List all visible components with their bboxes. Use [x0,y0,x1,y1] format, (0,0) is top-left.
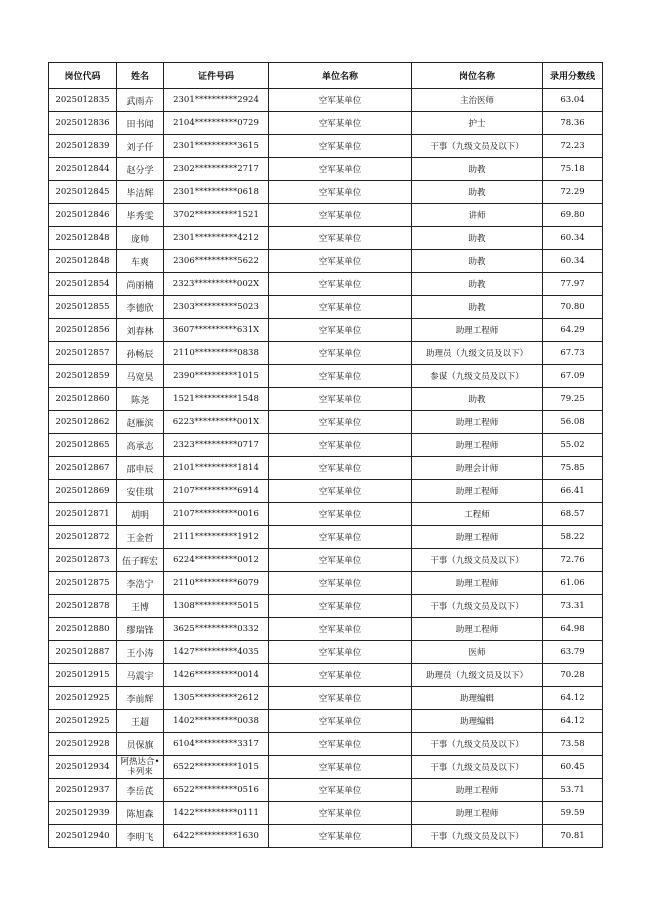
name-cell: 王小涛 [117,641,164,664]
name-cell: 李岳芪 [117,779,164,802]
table-row [49,503,603,526]
name-cell: 马宽昊 [117,365,164,388]
id-number-cell: 1402**********0038 [164,710,269,733]
post-name-cell: 助教 [412,250,543,273]
unit-name-cell: 空军某单位 [269,388,412,411]
post-name-cell: 助理工程师 [412,779,543,802]
post-code-cell: 2025012839 [49,135,117,158]
cutoff-score-cell: 66.41 [543,480,603,503]
unit-name-cell: 空军某单位 [269,319,412,342]
cutoff-score-cell: 78.36 [543,112,603,135]
table-row [49,319,603,342]
post-name-cell: 助理编辑 [412,710,543,733]
name-cell: 李浩宁 [117,572,164,595]
table-row [49,687,603,710]
post-code-cell: 2025012925 [49,687,117,710]
cutoff-score-cell: 68.57 [543,503,603,526]
unit-name-cell: 空军某单位 [269,227,412,250]
cutoff-score-cell: 64.29 [543,319,603,342]
header-cutoff-score: 录用分数线 [543,63,603,89]
id-number-cell: 1427**********4035 [164,641,269,664]
table-body [49,89,603,848]
cutoff-score-cell: 70.80 [543,296,603,319]
post-name-cell: 助理工程师 [412,411,543,434]
cutoff-score-cell: 64.12 [543,710,603,733]
name-cell: 武雨卉 [117,89,164,112]
name-cell: 陈尧 [117,388,164,411]
table-row [49,89,603,112]
unit-name-cell: 空军某单位 [269,365,412,388]
table-row [49,825,603,848]
post-code-cell: 2025012835 [49,89,117,112]
id-number-cell: 1308**********5015 [164,595,269,618]
post-name-cell: 助理员（九级文员及以下） [412,664,543,687]
post-code-cell: 2025012871 [49,503,117,526]
id-number-cell: 2301**********4212 [164,227,269,250]
name-cell: 赵雁滨 [117,411,164,434]
cutoff-score-cell: 64.98 [543,618,603,641]
post-name-cell: 讲师 [412,204,543,227]
unit-name-cell: 空军某单位 [269,595,412,618]
post-name-cell: 医师 [412,641,543,664]
id-number-cell: 3625**********0332 [164,618,269,641]
table-row [49,434,603,457]
post-code-cell: 2025012848 [49,227,117,250]
table-row [49,135,603,158]
cutoff-score-cell: 72.23 [543,135,603,158]
name-cell: 邵申辰 [117,457,164,480]
post-name-cell: 助教 [412,158,543,181]
id-number-cell: 1305**********2612 [164,687,269,710]
cutoff-score-cell: 73.58 [543,733,603,756]
unit-name-cell: 空军某单位 [269,710,412,733]
id-number-cell: 2104**********0729 [164,112,269,135]
unit-name-cell: 空军某单位 [269,549,412,572]
cutoff-score-cell: 59.59 [543,802,603,825]
name-cell: 陈旭森 [117,802,164,825]
post-name-cell: 助理工程师 [412,618,543,641]
cutoff-score-cell: 75.85 [543,457,603,480]
table-row [49,572,603,595]
post-name-cell: 干事（九级文员及以下） [412,756,543,779]
table-row [49,595,603,618]
cutoff-score-cell: 70.81 [543,825,603,848]
id-number-cell: 2306**********5622 [164,250,269,273]
post-name-cell: 助理工程师 [412,480,543,503]
post-name-cell: 助教 [412,181,543,204]
name-cell: 王博 [117,595,164,618]
table-row [49,181,603,204]
id-number-cell: 6422**********1630 [164,825,269,848]
post-name-cell: 干事（九级文员及以下） [412,135,543,158]
name-cell: 伍子晖宏 [117,549,164,572]
cutoff-score-cell: 60.34 [543,250,603,273]
post-code-cell: 2025012848 [49,250,117,273]
unit-name-cell: 空军某单位 [269,181,412,204]
name-cell: 王超 [117,710,164,733]
post-name-cell: 助教 [412,227,543,250]
name-cell: 李德欣 [117,296,164,319]
post-name-cell: 助教 [412,273,543,296]
name-cell: 尚丽楠 [117,273,164,296]
post-code-cell: 2025012878 [49,595,117,618]
post-code-cell: 2025012915 [49,664,117,687]
header-unit-name: 单位名称 [269,63,412,89]
unit-name-cell: 空军某单位 [269,457,412,480]
post-code-cell: 2025012860 [49,388,117,411]
post-name-cell: 参谋（九级文员及以下） [412,365,543,388]
post-name-cell: 助理编辑 [412,687,543,710]
unit-name-cell: 空军某单位 [269,572,412,595]
post-name-cell: 干事（九级文员及以下） [412,595,543,618]
post-code-cell: 2025012857 [49,342,117,365]
name-cell: 胡明 [117,503,164,526]
table-row [49,457,603,480]
unit-name-cell: 空军某单位 [269,434,412,457]
unit-name-cell: 空军某单位 [269,779,412,802]
name-cell: 安佳琪 [117,480,164,503]
post-code-cell: 2025012934 [49,756,117,779]
post-code-cell: 2025012869 [49,480,117,503]
post-code-cell: 2025012887 [49,641,117,664]
post-code-cell: 2025012875 [49,572,117,595]
table-row [49,411,603,434]
id-number-cell: 2101**********1814 [164,457,269,480]
unit-name-cell: 空军某单位 [269,503,412,526]
id-number-cell: 2301**********2924 [164,89,269,112]
unit-name-cell: 空军某单位 [269,733,412,756]
id-number-cell: 2301**********3615 [164,135,269,158]
name-cell: 庞帅 [117,227,164,250]
table-row [49,802,603,825]
post-code-cell: 2025012928 [49,733,117,756]
table-row [49,227,603,250]
id-number-cell: 6104**********3317 [164,733,269,756]
id-number-cell: 1422**********0111 [164,802,269,825]
id-number-cell: 2303**********5023 [164,296,269,319]
post-code-cell: 2025012844 [49,158,117,181]
name-cell: 赵分学 [117,158,164,181]
id-number-cell: 2301**********0618 [164,181,269,204]
id-number-cell: 3702**********1521 [164,204,269,227]
header-name: 姓名 [117,63,164,89]
id-number-cell: 2110**********0838 [164,342,269,365]
post-code-cell: 2025012855 [49,296,117,319]
post-code-cell: 2025012937 [49,779,117,802]
name-cell: 田书闻 [117,112,164,135]
id-number-cell: 6522**********0516 [164,779,269,802]
id-number-cell: 2111**********1912 [164,526,269,549]
post-name-cell: 主治医师 [412,89,543,112]
cutoff-score-cell: 73.31 [543,595,603,618]
unit-name-cell: 空军某单位 [269,526,412,549]
unit-name-cell: 空军某单位 [269,296,412,319]
unit-name-cell: 空军某单位 [269,802,412,825]
name-cell: 员保旗 [117,733,164,756]
post-name-cell: 助理工程师 [412,526,543,549]
post-code-cell: 2025012873 [49,549,117,572]
unit-name-cell: 空军某单位 [269,480,412,503]
cutoff-score-cell: 69.80 [543,204,603,227]
post-code-cell: 2025012880 [49,618,117,641]
cutoff-score-cell: 67.73 [543,342,603,365]
table-row [49,158,603,181]
table-row [49,549,603,572]
id-number-cell: 6223**********001X [164,411,269,434]
post-code-cell: 2025012862 [49,411,117,434]
post-code-cell: 2025012845 [49,181,117,204]
cutoff-score-cell: 61.06 [543,572,603,595]
unit-name-cell: 空军某单位 [269,135,412,158]
post-name-cell: 助理员（九级文员及以下） [412,342,543,365]
table-row [49,641,603,664]
table-row [49,756,603,779]
name-cell: 阿热达合•卡列来 [117,756,164,779]
id-number-cell: 6224**********0012 [164,549,269,572]
table-row [49,480,603,503]
name-cell: 李前辉 [117,687,164,710]
table-row [49,664,603,687]
table-row [49,526,603,549]
unit-name-cell: 空军某单位 [269,411,412,434]
table-row [49,342,603,365]
name-cell: 毕秀雯 [117,204,164,227]
cutoff-score-cell: 72.29 [543,181,603,204]
cutoff-score-cell: 63.79 [543,641,603,664]
unit-name-cell: 空军某单位 [269,250,412,273]
cutoff-score-cell: 79.25 [543,388,603,411]
post-code-cell: 2025012836 [49,112,117,135]
id-number-cell: 6522**********1015 [164,756,269,779]
unit-name-cell: 空军某单位 [269,204,412,227]
post-name-cell: 干事（九级文员及以下） [412,733,543,756]
post-name-cell: 护士 [412,112,543,135]
id-number-cell: 2107**********0016 [164,503,269,526]
post-code-cell: 2025012865 [49,434,117,457]
post-code-cell: 2025012859 [49,365,117,388]
cutoff-score-cell: 58.22 [543,526,603,549]
table-row [49,250,603,273]
post-code-cell: 2025012846 [49,204,117,227]
name-cell: 刘子仟 [117,135,164,158]
post-code-cell: 2025012925 [49,710,117,733]
table-row [49,388,603,411]
cutoff-score-cell: 64.12 [543,687,603,710]
post-name-cell: 助教 [412,296,543,319]
unit-name-cell: 空军某单位 [269,158,412,181]
unit-name-cell: 空军某单位 [269,756,412,779]
id-number-cell: 2390**********1015 [164,365,269,388]
cutoff-score-cell: 67.09 [543,365,603,388]
name-cell: 李明飞 [117,825,164,848]
post-code-cell: 2025012940 [49,825,117,848]
post-name-cell: 助教 [412,388,543,411]
name-cell: 缪瑞锋 [117,618,164,641]
unit-name-cell: 空军某单位 [269,273,412,296]
post-name-cell: 助理会计师 [412,457,543,480]
name-cell: 孙畅辰 [117,342,164,365]
unit-name-cell: 空军某单位 [269,641,412,664]
cutoff-score-cell: 77.97 [543,273,603,296]
id-number-cell: 2107**********6914 [164,480,269,503]
id-number-cell: 1521**********1548 [164,388,269,411]
table-row [49,296,603,319]
post-code-cell: 2025012856 [49,319,117,342]
name-cell: 高承志 [117,434,164,457]
unit-name-cell: 空军某单位 [269,687,412,710]
cutoff-score-cell: 63.04 [543,89,603,112]
cutoff-score-cell: 70.28 [543,664,603,687]
id-number-cell: 2323**********002X [164,273,269,296]
unit-name-cell: 空军某单位 [269,89,412,112]
post-name-cell: 助理工程师 [412,319,543,342]
post-name-cell: 干事（九级文员及以下） [412,825,543,848]
header-post-name: 岗位名称 [412,63,543,89]
id-number-cell: 2323**********0717 [164,434,269,457]
post-name-cell: 助理工程师 [412,434,543,457]
cutoff-score-cell: 60.45 [543,756,603,779]
cutoff-score-cell: 72.76 [543,549,603,572]
name-cell: 马震宇 [117,664,164,687]
unit-name-cell: 空军某单位 [269,664,412,687]
id-number-cell: 3607**********631X [164,319,269,342]
cutoff-score-cell: 55.02 [543,434,603,457]
table-row [49,710,603,733]
table-row [49,618,603,641]
cutoff-score-cell: 56.08 [543,411,603,434]
unit-name-cell: 空军某单位 [269,112,412,135]
post-code-cell: 2025012872 [49,526,117,549]
table-header-row [49,63,603,89]
cutoff-score-cell: 75.18 [543,158,603,181]
name-cell: 车爽 [117,250,164,273]
header-post-code: 岗位代码 [49,63,117,89]
post-code-cell: 2025012867 [49,457,117,480]
admission-table [48,62,603,848]
post-name-cell: 助理工程师 [412,802,543,825]
post-name-cell: 助理工程师 [412,572,543,595]
cutoff-score-cell: 60.34 [543,227,603,250]
post-code-cell: 2025012939 [49,802,117,825]
id-number-cell: 2302**********2717 [164,158,269,181]
post-name-cell: 干事（九级文员及以下） [412,549,543,572]
id-number-cell: 1426**********0014 [164,664,269,687]
unit-name-cell: 空军某单位 [269,618,412,641]
table-row [49,733,603,756]
name-cell: 毕洁辉 [117,181,164,204]
table-row [49,204,603,227]
table-row [49,273,603,296]
unit-name-cell: 空军某单位 [269,342,412,365]
table-row [49,779,603,802]
post-code-cell: 2025012854 [49,273,117,296]
name-cell: 王金哲 [117,526,164,549]
post-name-cell: 工程师 [412,503,543,526]
name-cell: 刘春林 [117,319,164,342]
id-number-cell: 2110**********6079 [164,572,269,595]
table-row [49,365,603,388]
header-id-number: 证件号码 [164,63,269,89]
unit-name-cell: 空军某单位 [269,825,412,848]
cutoff-score-cell: 53.71 [543,779,603,802]
table-row [49,112,603,135]
